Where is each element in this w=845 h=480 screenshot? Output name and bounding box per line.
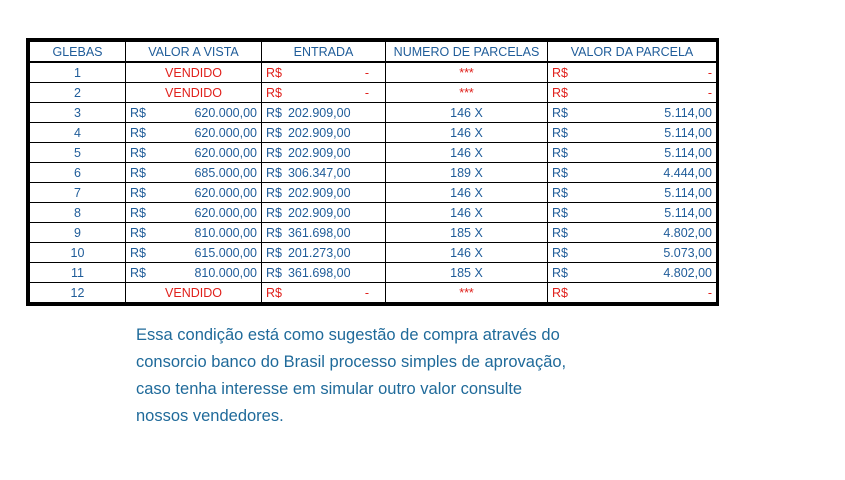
table-row (30, 163, 717, 183)
vista-cell (126, 163, 262, 183)
currency-symbol: R$ (130, 105, 146, 120)
note-line: nossos vendedores. (136, 407, 284, 425)
parcela-cell (548, 183, 717, 203)
gleba-number: 10 (30, 243, 126, 263)
entrada-value: 202.909,00 (287, 125, 351, 140)
entrada-value: - (364, 85, 369, 100)
gleba-number: 3 (30, 103, 126, 123)
entrada-value: 306.347,00 (287, 165, 351, 180)
parcela-value: 5.114,00 (664, 205, 712, 220)
parcela-value: 5.114,00 (664, 185, 712, 200)
vista-cell (126, 263, 262, 283)
table-row (30, 223, 717, 243)
currency-symbol: R$ (130, 245, 146, 260)
table-row (30, 243, 717, 263)
table-header-row (30, 42, 717, 63)
currency-symbol: R$ (130, 225, 146, 240)
parcelas-count: *** (386, 83, 548, 103)
parcelas-count: 146 X (386, 203, 548, 223)
parcelas-count: 146 X (386, 243, 548, 263)
gleba-number: 8 (30, 203, 126, 223)
header-numero-de-parcelas: NUMERO DE PARCELAS (386, 42, 548, 63)
header-valor-da-parcela: VALOR DA PARCELA (548, 42, 717, 63)
parcelas-count: 146 X (386, 123, 548, 143)
parcelas-count: 146 X (386, 103, 548, 123)
currency-symbol: R$ (552, 185, 568, 200)
parcela-value: 4.802,00 (663, 265, 712, 280)
gleba-number: 7 (30, 183, 126, 203)
entrada-cell (262, 163, 386, 183)
parcelas-count: 146 X (386, 143, 548, 163)
vista-value: 810.000,00 (194, 225, 257, 240)
currency-symbol: R$ (552, 125, 568, 140)
header-valor-a-vista: VALOR A VISTA (126, 42, 262, 63)
parcela-value: 5.114,00 (664, 105, 712, 120)
currency-symbol: R$ (552, 85, 568, 100)
vista-value: 615.000,00 (194, 245, 257, 260)
purchase-note (136, 322, 636, 430)
parcela-value: 4.444,00 (663, 165, 712, 180)
entrada-cell (262, 143, 386, 163)
parcela-cell (548, 163, 717, 183)
entrada-cell (262, 243, 386, 263)
currency-symbol: R$ (266, 245, 282, 260)
table-row (30, 263, 717, 283)
gleba-number: 6 (30, 163, 126, 183)
parcela-value: - (707, 285, 712, 300)
currency-symbol: R$ (130, 185, 146, 200)
parcelas-count: 185 X (386, 263, 548, 283)
currency-symbol: R$ (130, 125, 146, 140)
vista-cell (126, 223, 262, 243)
currency-symbol: R$ (552, 285, 568, 300)
currency-symbol: R$ (266, 65, 282, 80)
parcelas-count: *** (386, 283, 548, 303)
currency-symbol: R$ (552, 205, 568, 220)
entrada-cell (262, 283, 386, 303)
table-row (30, 103, 717, 123)
parcelas-count: 185 X (386, 223, 548, 243)
table-row (30, 183, 717, 203)
parcela-value: 5.114,00 (664, 125, 712, 140)
currency-symbol: R$ (552, 265, 568, 280)
header-entrada: ENTRADA (262, 42, 386, 63)
currency-symbol: R$ (266, 85, 282, 100)
vista-value: 620.000,00 (194, 105, 257, 120)
currency-symbol: R$ (266, 265, 282, 280)
vista-cell (126, 123, 262, 143)
currency-symbol: R$ (266, 165, 282, 180)
entrada-value: 361.698,00 (287, 265, 351, 280)
currency-symbol: R$ (266, 225, 282, 240)
parcela-cell (548, 243, 717, 263)
vista-value: 620.000,00 (194, 125, 257, 140)
currency-symbol: R$ (266, 185, 282, 200)
entrada-value: - (364, 285, 369, 300)
parcelas-count: 146 X (386, 183, 548, 203)
table-row (30, 62, 717, 83)
currency-symbol: R$ (552, 245, 568, 260)
header-glebas: GLEBAS (30, 42, 126, 63)
currency-symbol: R$ (130, 165, 146, 180)
parcela-cell (548, 62, 717, 83)
price-table (29, 41, 717, 303)
sold-status: VENDIDO (126, 62, 262, 83)
currency-symbol: R$ (552, 165, 568, 180)
parcela-value: - (707, 65, 712, 80)
entrada-cell (262, 103, 386, 123)
currency-symbol: R$ (130, 145, 146, 160)
vista-value: 620.000,00 (194, 185, 257, 200)
gleba-number: 12 (30, 283, 126, 303)
entrada-value: 361.698,00 (287, 225, 351, 240)
table-body (30, 62, 717, 303)
gleba-number: 2 (30, 83, 126, 103)
table-row (30, 283, 717, 303)
parcela-cell (548, 83, 717, 103)
currency-symbol: R$ (552, 65, 568, 80)
entrada-cell (262, 183, 386, 203)
parcelas-count: 189 X (386, 163, 548, 183)
sold-status: VENDIDO (126, 83, 262, 103)
vista-value: 685.000,00 (194, 165, 257, 180)
gleba-number: 11 (30, 263, 126, 283)
parcela-value: - (707, 85, 712, 100)
vista-cell (126, 143, 262, 163)
entrada-value: - (364, 65, 369, 80)
currency-symbol: R$ (130, 205, 146, 220)
vista-cell (126, 203, 262, 223)
parcela-cell (548, 283, 717, 303)
note-line: caso tenha interesse em simular outro valor consulte (136, 380, 523, 398)
parcela-value: 4.802,00 (663, 225, 712, 240)
entrada-cell (262, 203, 386, 223)
parcela-cell (548, 223, 717, 243)
currency-symbol: R$ (266, 105, 282, 120)
entrada-value: 202.909,00 (287, 145, 351, 160)
gleba-number: 9 (30, 223, 126, 243)
entrada-cell (262, 62, 386, 83)
gleba-number: 5 (30, 143, 126, 163)
entrada-cell (262, 223, 386, 243)
parcela-value: 5.073,00 (663, 245, 712, 260)
currency-symbol: R$ (266, 125, 282, 140)
table-row (30, 123, 717, 143)
table-row (30, 143, 717, 163)
sold-status: VENDIDO (126, 283, 262, 303)
entrada-value: 202.909,00 (287, 185, 351, 200)
entrada-cell (262, 263, 386, 283)
gleba-number: 1 (30, 62, 126, 83)
currency-symbol: R$ (266, 145, 282, 160)
note-line: Essa condição está como sugestão de compra através do (136, 326, 560, 344)
vista-value: 810.000,00 (194, 265, 257, 280)
entrada-value: 201.273,00 (287, 245, 351, 260)
parcela-cell (548, 203, 717, 223)
vista-cell (126, 183, 262, 203)
parcela-cell (548, 123, 717, 143)
glebas-price-table (26, 38, 719, 306)
entrada-value: 202.909,00 (287, 205, 351, 220)
note-line: consorcio banco do Brasil processo simples de aprovação, (136, 353, 567, 371)
vista-value: 620.000,00 (194, 145, 257, 160)
parcela-cell (548, 103, 717, 123)
currency-symbol: R$ (266, 285, 282, 300)
entrada-cell (262, 123, 386, 143)
gleba-number: 4 (30, 123, 126, 143)
currency-symbol: R$ (552, 225, 568, 240)
currency-symbol: R$ (552, 105, 568, 120)
parcela-cell (548, 143, 717, 163)
entrada-value: 202.909,00 (287, 105, 351, 120)
vista-value: 620.000,00 (194, 205, 257, 220)
table-row (30, 83, 717, 103)
parcelas-count: *** (386, 62, 548, 83)
currency-symbol: R$ (266, 205, 282, 220)
vista-cell (126, 103, 262, 123)
entrada-cell (262, 83, 386, 103)
currency-symbol: R$ (552, 145, 568, 160)
table-row (30, 203, 717, 223)
vista-cell (126, 243, 262, 263)
parcela-cell (548, 263, 717, 283)
parcela-value: 5.114,00 (664, 145, 712, 160)
currency-symbol: R$ (130, 265, 146, 280)
